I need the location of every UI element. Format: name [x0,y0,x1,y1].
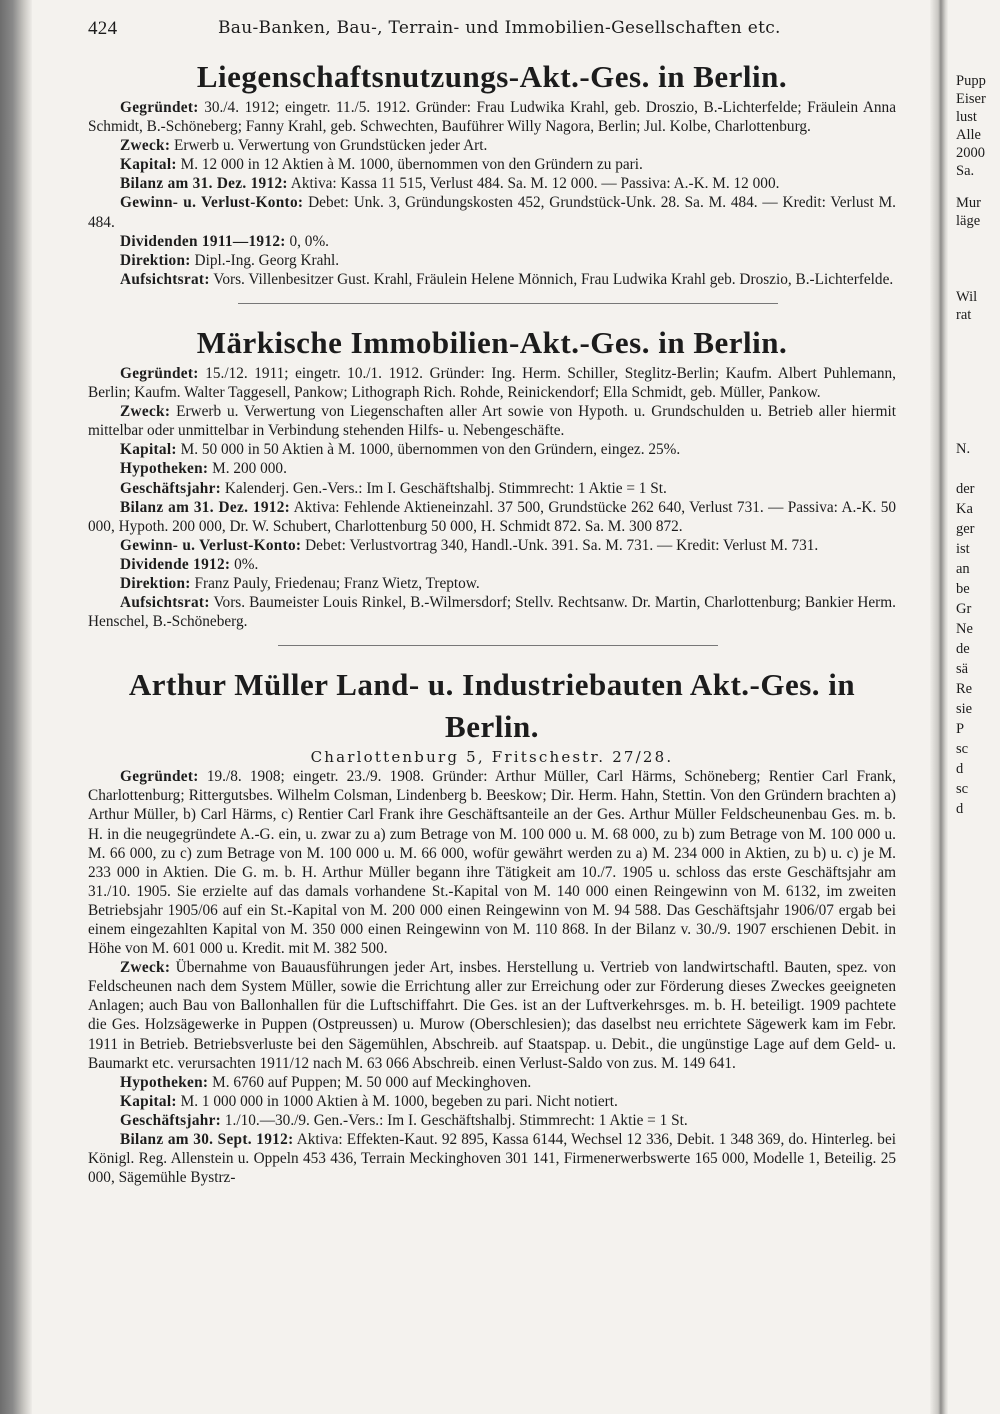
fragment: Gr [956,601,972,617]
entry-paragraph [88,440,896,459]
entry-paragraph [88,251,896,270]
fragment: d [956,761,964,777]
fragment: an [956,561,970,577]
field-key: Zweck: [120,403,171,421]
entry-paragraph [88,155,896,174]
entry-paragraph [88,593,896,631]
field-text: 0%. [230,555,259,573]
field-key: Kapital: [120,156,177,174]
fragment: P [956,721,965,737]
main-column [88,56,896,1187]
field-text: 0, 0%. [285,232,330,250]
field-key: Bilanz am 30. Sept. 1912: [120,1131,294,1149]
company-entry [88,322,896,631]
entry-paragraph [88,1092,896,1111]
entry-paragraph [88,402,896,440]
entry-paragraph [88,574,896,593]
fragment: sc [956,741,969,757]
fragment: Ne [956,621,973,637]
field-text: 15./12. 1911; eingetr. 10./1. 1912. Gründer: Ing. Herm. Schiller, Steglitz-Berlin; Kaufm. Albert Puhlemann, Berlin; Kaufm. Walter Taggesell, Pankow; Lithograph Rich. Rohde, Reinickendorf; Ella Schmidt, geb. Müller, Pankow. [88,364,896,402]
fragment: der [956,481,975,497]
field-key: Bilanz am 31. Dez. 1912: [120,175,288,193]
field-key: Gegründet: [120,99,199,116]
book-gutter [930,0,948,1414]
fragment: Re [956,681,973,697]
field-key: Direktion: [120,251,191,269]
field-key: Geschäftsjahr: [120,1111,222,1129]
entry-paragraph [88,1130,896,1187]
entry-paragraph [88,459,896,478]
entry-paragraph [88,98,896,136]
field-text: Debet: Unk. 3, Gründungskosten 452, Grundstück-Unk. 28. Sa. M. 484. — Kredit: Verlust M. 484. [88,194,896,231]
field-text: Übernahme von Bauausführungen jeder Art, insbes. Herstellung u. Vertrieb von landwirtschaftl. Bauten, spez. von Feldscheunen nach dem System Müller, sowie die Errichtung aller zur Erreichung oder zur Förderung dieses Zweckes geeigneten Anlagen; auch Bau von Ballonhallen für die Luftschiffahrt. Die Ges. ist an der Luftverkehrsges. m. b. H. beteiligt. 1909 pachtete die Ges. Holzsägewerke in Puppen (Ostpreussen) u. Murow (Oberschlesien); das daselbst neu errichtete Sägewerk kam im Febr. 1911 in Betrieb. Betriebsverluste bei den Sägemühlen, Abschreib. auf Staatspap. u. Debit., die ungünstige Lage auf dem Geld- u. Baumarkt etc. verursachten 1911/12 nach M. 63 066 Abschreib. einen Verlust-Saldo von zus. M. 149 641. [88,959,896,1072]
fragment: ger [956,521,975,537]
field-key: Kapital: [120,1092,177,1110]
adjacent-page-fragments [956,60,1000,1400]
fragment: sie [956,701,973,717]
page-number: 424 [88,18,118,39]
scan-shadow-left [0,0,32,1414]
fragment: 2000 [956,145,985,161]
field-text: M. 200 000. [208,460,287,478]
entry-paragraph [88,1073,896,1092]
entry-paragraph [88,174,896,193]
entry-paragraph [88,555,896,574]
fragment: Wil [956,289,978,305]
entry-paragraph [88,136,896,155]
field-key: Dividende 1912: [120,555,231,573]
field-key: Direktion: [120,574,191,592]
field-text: Erwerb u. Verwertung von Liegenschaften aller Art sowie von Hypoth. u. Grundschulden u. Betrieb aller hiermit mittelbar oder unmittelbar in Verbindung stehenden Hilfs- u. Nebengeschäfte. [88,403,896,440]
fragment: Ka [956,501,973,517]
entry-paragraph [88,958,896,1073]
company-entry [88,56,896,289]
field-text: 30./4. 1912; eingetr. 11./5. 1912. Gründer: Frau Ludwika Krahl, geb. Droszio, B.-Lichterfelde; Fräulein Anna Schmidt, B.-Schöneberg; Fanny Krahl, geb. Schwechten, Bauführer Willy Nagora, Berlin; Jul. Kolbe, Charlottenburg. [88,99,896,136]
company-title: Arthur Müller Land- u. Industriebauten Akt.-Ges. in Berlin. [128,667,856,745]
field-key: Aufsichtsrat: [120,270,210,288]
field-key: Gewinn- u. Verlust-Konto: [120,536,302,554]
fragment: d [956,801,964,817]
field-text: M. 1 000 000 in 1000 Aktien à M. 1000, begeben zu pari. Nicht notiert. [176,1092,618,1110]
fragment: Eiser [956,91,986,107]
entry-paragraph [88,364,896,402]
field-text: M. 6760 auf Puppen; M. 50 000 auf Meckinghoven. [208,1073,532,1091]
company-title: Märkische Immobilien-Akt.-Ges. in Berlin. [196,324,788,360]
fragment: Mur [956,195,981,211]
field-text: M. 50 000 in 50 Aktien à M. 1000, übernommen von den Gründern, eingez. 25%. [176,441,681,459]
running-title: Bau-Banken, Bau-, Terrain- und Immobilien-Gesellschaften etc. [218,18,781,38]
field-key: Aufsichtsrat: [120,594,210,612]
fragment: ist [956,541,970,557]
running-header [88,18,918,46]
fragment: lust [956,109,977,125]
field-text: Vors. Villenbesitzer Gust. Krahl, Fräulein Helene Mönnich, Frau Ludwika Krahl geb. Droszio, B.-Lichterfelde. [209,270,894,288]
fragment: rat [956,307,972,323]
field-key: Dividenden 1911—1912: [120,232,286,250]
field-key: Geschäftsjahr: [120,479,222,497]
field-key: Hypotheken: [120,1073,209,1091]
section-divider [278,645,718,646]
field-text: Franz Pauly, Friedenau; Franz Wietz, Treptow. [190,574,480,592]
field-text: Debet: Verlustvortrag 340, Handl.-Unk. 391. Sa. M. 731. — Kredit: Verlust M. 731. [301,536,819,554]
fragment: be [956,581,970,597]
fragment: läge [956,213,981,229]
field-text: Aktiva: Effekten-Kaut. 92 895, Kassa 6144, Wechsel 12 336, Debit. 1 348 369, do. Hinterleg. bei Königl. Reg. Allenstein u. Oppeln 453 436, Terrain Meckinghoven 301 141, Firmenerwerbswerte 165 000, Modelle 1, Beteilig. 25 000, Sägemühle Bystrz- [88,1131,896,1187]
field-text: 1./10.—30./9. Gen.-Vers.: Im I. Geschäftshalbj. Stimmrecht: 1 Aktie = 1 St. [221,1111,688,1129]
field-text: 19./8. 1908; eingetr. 23./9. 1908. Gründer: Arthur Müller, Carl Härms, Schöneberg; Rentier Carl Frank, Charlottenburg; Rittergutsbes. Wilhelm Colsman, Lindenberg b. Beeskow; Dir. Herm. Hahn, Stettin. Von den Gründern brachten a) Arthur Müller, b) Carl Härms, c) Rentier Carl Frank ihre Geschäftsanteile an der Ges. Arthur Müller Feldscheunenbau Ges. m. b. H. in die neugegründete A.-G. ein, u. zwar zu a) zum Betrage von M. 100 000 u. M. 68 000, zu b) zum Betrage von M. 100 000 u. M. 66 000, zu c) zum Betrage von M. 100 000 u. M. 66 000, wofür gewährt werden zu a) M. 234 000 in Aktien, zu b) u. c) je M. 233 000 in Aktien. Die G. m. b. H. Arthur Müller begann ihre Tätigkeit am 10./7. 1905 u. schloss das erste Geschäftsjahr am 31./10. 1905. Sie erzielte auf das damals vorhandene St.-Kapital von M. 140 000 einen Reingewinn von M. 6132, im zweiten Betriebsjahr 1905/06 auf ein St.-Kapital von M. 200 000 einen Reingewinn von M. 94 588. Das Geschäftsjahr 1906/07 ergab bei einem eingezahlten Kapital von M. 350 000 einen Reingewinn von M. 110 868. In der Bilanz v. 30./9. 1907 erschienen Debit. in Höhe von M. 601 000 u. Kredit. mit M. 382 500. [88,768,896,958]
company-address: Charlottenburg 5, Fritschestr. 27/28. [310,748,674,767]
fragment: sc [956,781,969,797]
field-key: Zweck: [120,959,171,977]
section-divider [238,303,778,304]
field-key: Bilanz am 31. Dez. 1912: [120,498,291,516]
field-key: Zweck: [120,137,171,155]
fragment: sä [956,661,969,677]
field-key: Gegründet: [120,768,199,786]
field-text: Vors. Baumeister Louis Rinkel, B.-Wilmersdorf; Stellv. Rechtsanw. Dr. Martin, Charlottenburg; Bankier Herm. Henschel, B.-Schöneberg. [88,594,896,631]
entry-paragraph [88,1111,896,1130]
field-key: Hypotheken: [120,460,209,478]
field-text: Erwerb u. Verwertung von Grundstücken jeder Art. [170,137,488,155]
field-text: M. 12 000 in 12 Aktien à M. 1000, übernommen von den Gründern zu pari. [176,156,643,174]
entry-paragraph [88,232,896,251]
entry-paragraph [88,767,896,958]
entry-paragraph [88,536,896,555]
field-text: Aktiva: Kassa 11 515, Verlust 484. Sa. M. 12 000. — Passiva: A.-K. M. 12 000. [287,175,780,193]
entry-paragraph [88,270,896,289]
field-text: Kalenderj. Gen.-Vers.: Im I. Geschäftshalbj. Stimmrecht: 1 Aktie = 1 St. [221,479,667,497]
entry-paragraph [88,479,896,498]
field-text: Aktiva: Fehlende Aktieneinzahl. 37 500, Grundstücke 262 640, Verlust 731. — Passiva: A.-K. 50 000, Hypoth. 200 000, Dr. W. Schubert, Charlottenburg 50 000, H. Schmidt 872. Sa. M. 300 872. [88,498,896,535]
company-entry [88,664,896,1187]
fragment: Sa. [956,163,975,179]
entry-paragraph [88,193,896,231]
fragment: Pupp [956,73,986,89]
field-key: Gewinn- u. Verlust-Konto: [120,194,304,212]
entry-paragraph [88,498,896,536]
fragment: de [956,641,970,657]
field-key: Kapital: [120,441,177,459]
company-title: Liegenschaftsnutzungs-Akt.-Ges. in Berlin. [196,59,788,94]
fragment: Alle [956,127,981,143]
field-key: Gegründet: [120,364,199,382]
fragment: N. [956,441,971,457]
field-text: Dipl.-Ing. Georg Krahl. [190,251,340,269]
